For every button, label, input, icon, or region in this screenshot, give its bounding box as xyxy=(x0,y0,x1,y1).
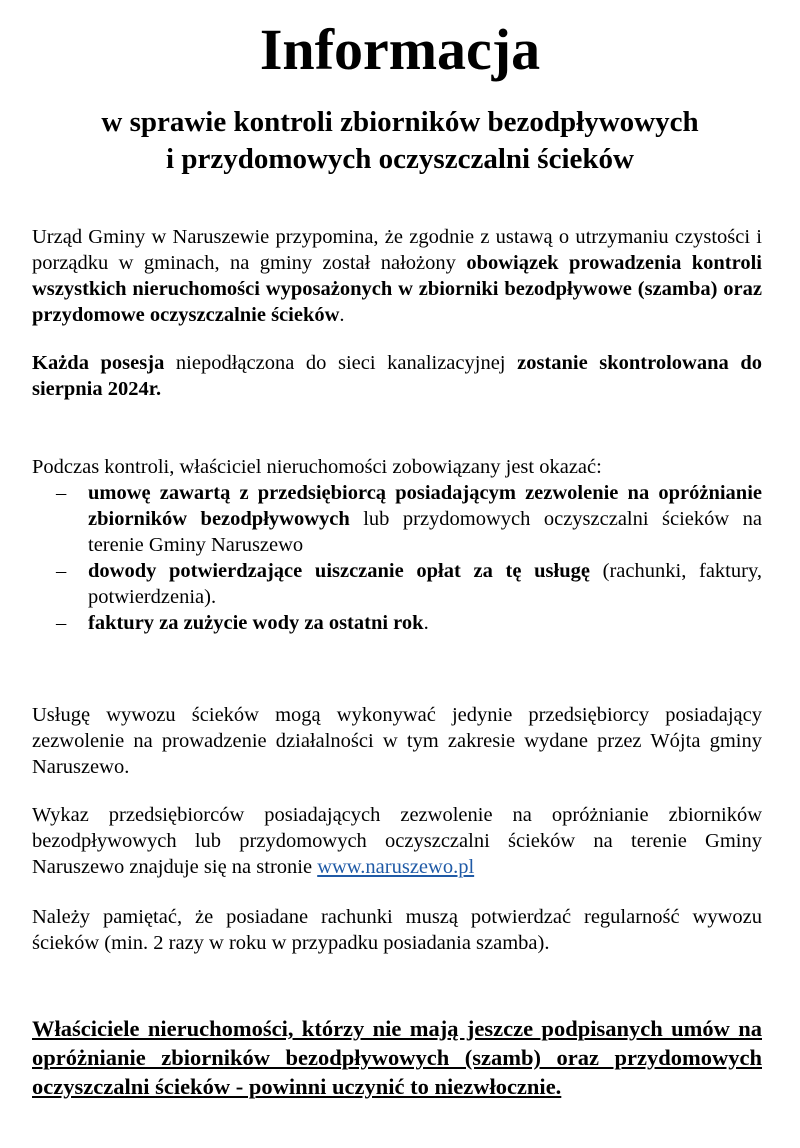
subtitle-line-2: i przydomowych oczyszczalni ścieków xyxy=(166,143,634,175)
paragraph-service-providers: Usługę wywozu ścieków mogą wykonywać jedynie przedsiębiorcy posiadający zezwolenie na prowadzenie działalności w tym zakresie wydane przez Wójta gminy Naruszewo. xyxy=(32,704,762,778)
list-item-bold: umowę zawartą z przedsiębiorcą posiadającym zezwolenie na opróżnianie zbiorników bezodpływowych xyxy=(88,482,762,530)
paragraph-deadline-bold-1: Każda posesja xyxy=(32,352,165,374)
paragraph-intro-bold: obowiązek prowadzenia kontroli wszystkich nieruchomości wyposażonych w zbiorniki bezodpływowe (szamba) oraz przydomowe oczyszczalnie ścieków xyxy=(32,252,762,326)
subtitle-line-1: w sprawie kontroli zbiorników bezodpływowych xyxy=(101,106,699,138)
paragraph-inspection-intro: Podczas kontroli, właściciel nieruchomości zobowiązany jest okazać: xyxy=(32,456,602,478)
paragraph-deadline-text: niepodłączona do sieci kanalizacyjnej xyxy=(164,352,518,374)
paragraph-deadline xyxy=(32,350,762,402)
list-item xyxy=(32,480,768,558)
final-notice: Właściciele nieruchomości, którzy nie mają jeszcze podpisanych umów na opróżnianie zbiorników bezodpływowych (szamb) oraz przydomowych oczyszczalni ścieków - powinni uczynić to niezwłocznie. xyxy=(32,1016,762,1099)
list-item-text: lub przydomowych oczyszczalni ścieków na terenie Gminy Naruszewo xyxy=(88,508,768,556)
list-item-text: . xyxy=(423,612,429,634)
dash-bullet: – xyxy=(56,560,67,582)
dash-bullet: – xyxy=(56,482,67,504)
page-subtitle xyxy=(0,104,800,178)
list-item-bold: faktury za zużycie wody za ostatni rok xyxy=(88,612,424,634)
list-item-bold: dowody potwierdzające uiszczanie opłat za tę usługę xyxy=(88,560,590,582)
paragraph-intro-end: . xyxy=(339,304,345,326)
paragraph-deadline-bold-2: zostanie skontrolowana do sierpnia 2024r. xyxy=(32,352,763,400)
dash-bullet: – xyxy=(56,612,67,634)
list-item xyxy=(32,558,768,610)
paragraph-intro-text: Urząd Gminy w Naruszewie przypomina, że zgodnie z ustawą o utrzymaniu czystości i porządku w gminach, na gminy został nałożony xyxy=(32,226,768,274)
paragraph-intro xyxy=(32,224,768,328)
list-item-text: (rachunki, faktury, potwierdzenia). xyxy=(88,560,768,608)
page-title: Informacja xyxy=(259,17,541,82)
paragraph-receipts: Należy pamiętać, że posiadane rachunki muszą potwierdzać regularność wywozu ścieków (min. 2 razy w roku w przypadku posiadania szamba). xyxy=(32,906,762,954)
paragraph-providers-list xyxy=(32,802,768,880)
list-item xyxy=(32,610,762,636)
required-documents-list xyxy=(32,480,768,636)
paragraph-providers-text: Wykaz przedsiębiorców posiadających zezwolenie na opróżnianie zbiorników bezodpływowych lub przydomowych oczyszczalni ścieków na terenie Gminy Naruszewo znajduje się na stronie xyxy=(32,804,768,878)
website-link[interactable]: www.naruszewo.pl xyxy=(317,856,475,878)
